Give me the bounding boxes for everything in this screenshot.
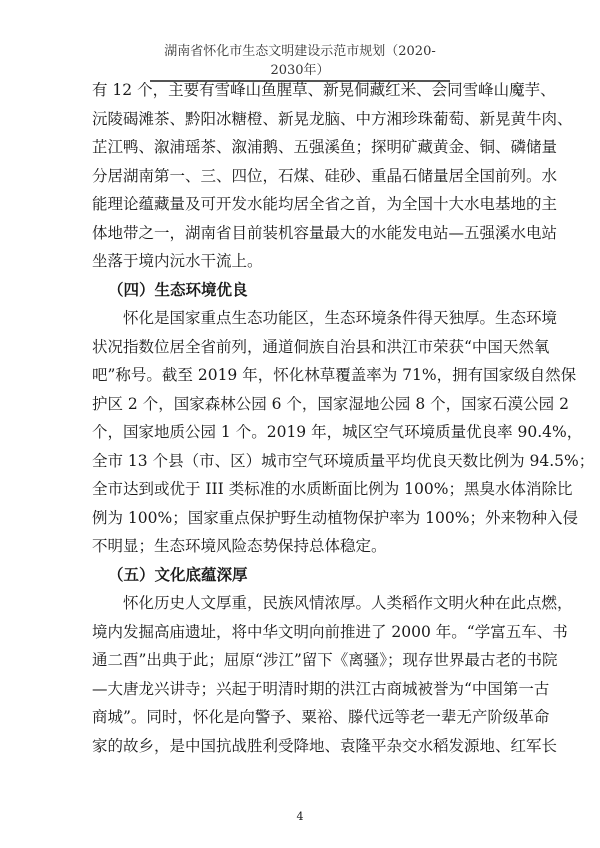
text-line: 坐落于境内沅水干流上。 (92, 252, 263, 270)
text-line: 全市达到或优于 III 类标准的水质断面比例为 100%；黑臭水体消除比 (92, 480, 573, 498)
text-line: 全市 13 个县（市、区）城市空气环境质量平均优良天数比例为 94.5%； (92, 451, 595, 470)
page-number: 4 (296, 810, 304, 823)
text-line: 体地带之一，湖南省目前装机容量最大的水能发电站—五强溪水电站 (92, 223, 558, 242)
text-line: 沅陵碣滩茶、黔阳冰糖橙、新晃龙脑、中方湘珍珠葡萄、新晃黄牛肉、 (92, 109, 573, 128)
text-line: 不明显；生态环境风险态势保持总体稳定。 (92, 537, 387, 555)
paragraph (92, 304, 595, 561)
text-line: —大唐龙兴讲寺；兴起于明清时期的洪江古商城被誉为“中国第一古 (92, 679, 550, 698)
text-line: 个，国家地质公园 1 个。2019 年，城区空气环境质量优良率 90.4%， (92, 423, 583, 441)
running-header: 湖南省怀化市生态文明建设示范市规划（2020-2030年） (150, 40, 450, 82)
text-line: 状况指数位居全省前列，通道侗族自治县和洪江市荣获“中国天然氧 (92, 337, 550, 356)
text-line: 怀化是国家重点生态功能区，生态环境条件得天独厚。生态环境 (123, 309, 558, 327)
text-line: 芷江鸭、溆浦瑶茶、溆浦鹅、五强溪鱼；探明矿藏黄金、铜、磷储量 (92, 138, 558, 156)
document-body (92, 76, 595, 760)
text-line: 护区 2 个，国家森林公园 6 个，国家湿地公园 8 个，国家石漠公园 2 (92, 394, 569, 413)
text-line: 吧”称号。截至 2019 年，怀化林草覆盖率为 71%，拥有国家级自然保 (92, 366, 577, 384)
section-heading: （四）生态环境优良 (108, 280, 248, 299)
paragraph (92, 76, 573, 276)
text-line: 境内发掘高庙遗址，将中华文明向前推进了 2000 年。“学富五车、书 (92, 622, 568, 641)
text-line: 商城”。同时，怀化是向警予、粟裕、滕代远等老一辈无产阶级革命 (92, 708, 550, 726)
paragraph (92, 589, 573, 760)
text-line: 通二酉”出典于此；屈原“涉江”留下《离骚》；现存世界最古老的书院 (92, 651, 558, 669)
text-line: 家的故乡，是中国抗战胜利受降地、袁隆平杂交水稻发源地、红军长 (92, 736, 558, 755)
text-line: 怀化历史人文厚重，民族风情浓厚。人类稻作文明火种在此点燃， (123, 594, 573, 612)
section-heading: （五）文化底蕴深厚 (108, 565, 248, 584)
text-line: 能理论蕴藏量及可开发水能均居全省之首，为全国十大水电基地的主 (92, 195, 558, 213)
text-line: 分居湖南第一、三、四位，石煤、硅砂、重晶石储量居全国前列。水 (92, 166, 558, 185)
text-line: 有 12 个，主要有雪峰山鱼腥草、新晃侗藏红米、会同雪峰山魔芋、 (92, 81, 556, 99)
text-line: 例为 100%；国家重点保护野生动植物保护率为 100%；外来物种入侵 (92, 508, 578, 527)
